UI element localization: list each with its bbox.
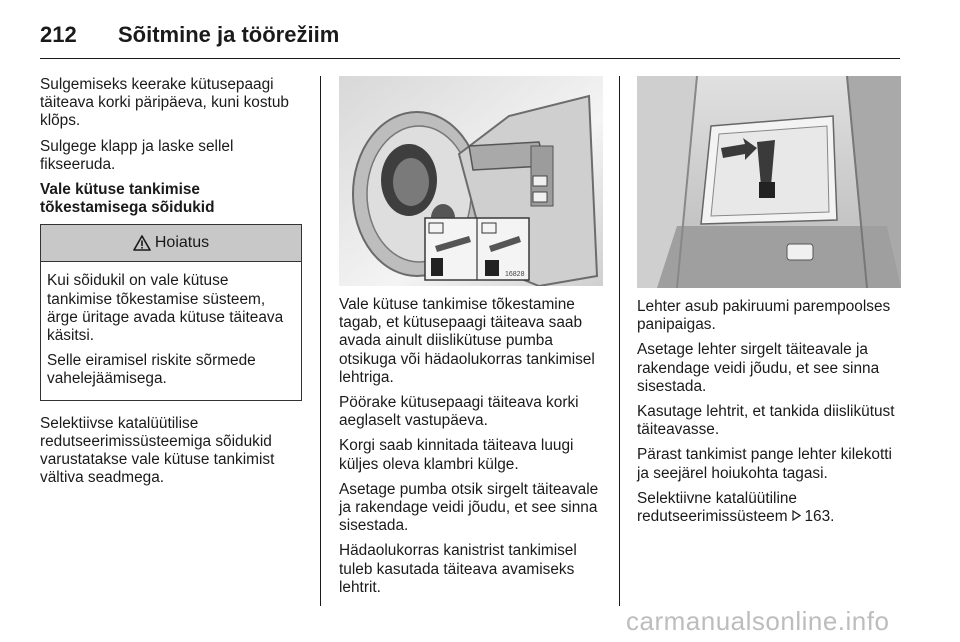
misfuel-description: Vale kütuse tankimise tõkestamine tagab, et kütusepaagi täiteava saab avada ainult diislikütuse pumba otsikuga või hädaolukorras tankimisel lehtriga. <box>339 296 595 386</box>
warning-text-1: Kui sõidukil on vale kütuse tankimise tõkestamise süsteem, ärge üritage avada kütuse täiteava käsitsi. <box>47 272 284 345</box>
turn-cap-instruction: Pöörake kütusepaagi täiteava korki aeglaselt vastupäeva. <box>339 394 579 430</box>
image-code: 16828 <box>505 271 525 278</box>
funnel-use: Kasutage lehtrit, et tankida diislikütust täiteavasse. <box>637 403 895 439</box>
column-divider-2 <box>619 76 620 606</box>
misfuel-subheading: Vale kütuse tankimise tõkestamisega sõidukid <box>40 181 215 217</box>
scr-vehicles-text: Selektiivse katalüütilise redutseerimissüsteemiga sõidukid varustatakse vale kütuse tankimist vältiva seadmega. <box>40 414 275 487</box>
header-divider <box>40 58 900 59</box>
closing-instruction: Sulgemiseks keerake kütusepaagi täiteava korki päripäeva, kuni kostub klõps. <box>40 76 289 130</box>
warning-body <box>41 262 301 399</box>
column-2 <box>339 76 603 604</box>
warning-box <box>40 224 302 400</box>
section-title: Sõitmine ja töörežiim <box>118 22 340 47</box>
scr-reference-text: Selektiivne katalüütiline redutseerimissüsteem <box>637 489 797 526</box>
page-number: 212 <box>40 22 77 47</box>
emergency-instruction: Hädaolukorras kanistrist tankimisel tuleb kasutada täiteava avamiseks lehtrit. <box>339 542 577 596</box>
column-1 <box>40 76 302 494</box>
page-reference-arrow-icon <box>792 509 805 524</box>
warning-header <box>41 225 301 262</box>
warning-text-2: Selle eiramisel riskite sõrmede vahelejäämisega. <box>47 352 256 388</box>
warning-triangle-icon <box>133 235 151 251</box>
nozzle-instruction: Asetage pumba otsik sirgelt täiteavale ja rakendage veidi jõudu, et see sinna sisestada. <box>339 480 599 535</box>
luggage-compartment-photo <box>637 76 901 288</box>
page-header <box>40 10 920 54</box>
cap-clip-instruction: Korgi saab kinnitada täiteava luugi küljes oleva klambri külge. <box>339 437 574 473</box>
watermark: carmanualsonline.info <box>626 606 890 636</box>
scr-reference-page[interactable]: 163. <box>804 508 835 526</box>
funnel-insert: Asetage lehter sirgelt täiteavale ja rakendage veidi jõudu, et see sinna sisestada. <box>637 341 880 395</box>
fuel-filler-photo <box>339 76 603 286</box>
funnel-location: Lehter asub pakiruumi parempoolses panipaigas. <box>637 298 891 334</box>
funnel-storage: Pärast tankimist pange lehter kilekotti ja seejärel hoiukohta tagasi. <box>637 446 892 482</box>
flap-instruction: Sulgege klapp ja laske sellel fikseeruda. <box>40 137 234 173</box>
column-divider-1 <box>320 76 321 606</box>
scr-reference <box>637 490 901 526</box>
column-3 <box>637 76 901 533</box>
warning-title: Hoiatus <box>154 234 210 252</box>
